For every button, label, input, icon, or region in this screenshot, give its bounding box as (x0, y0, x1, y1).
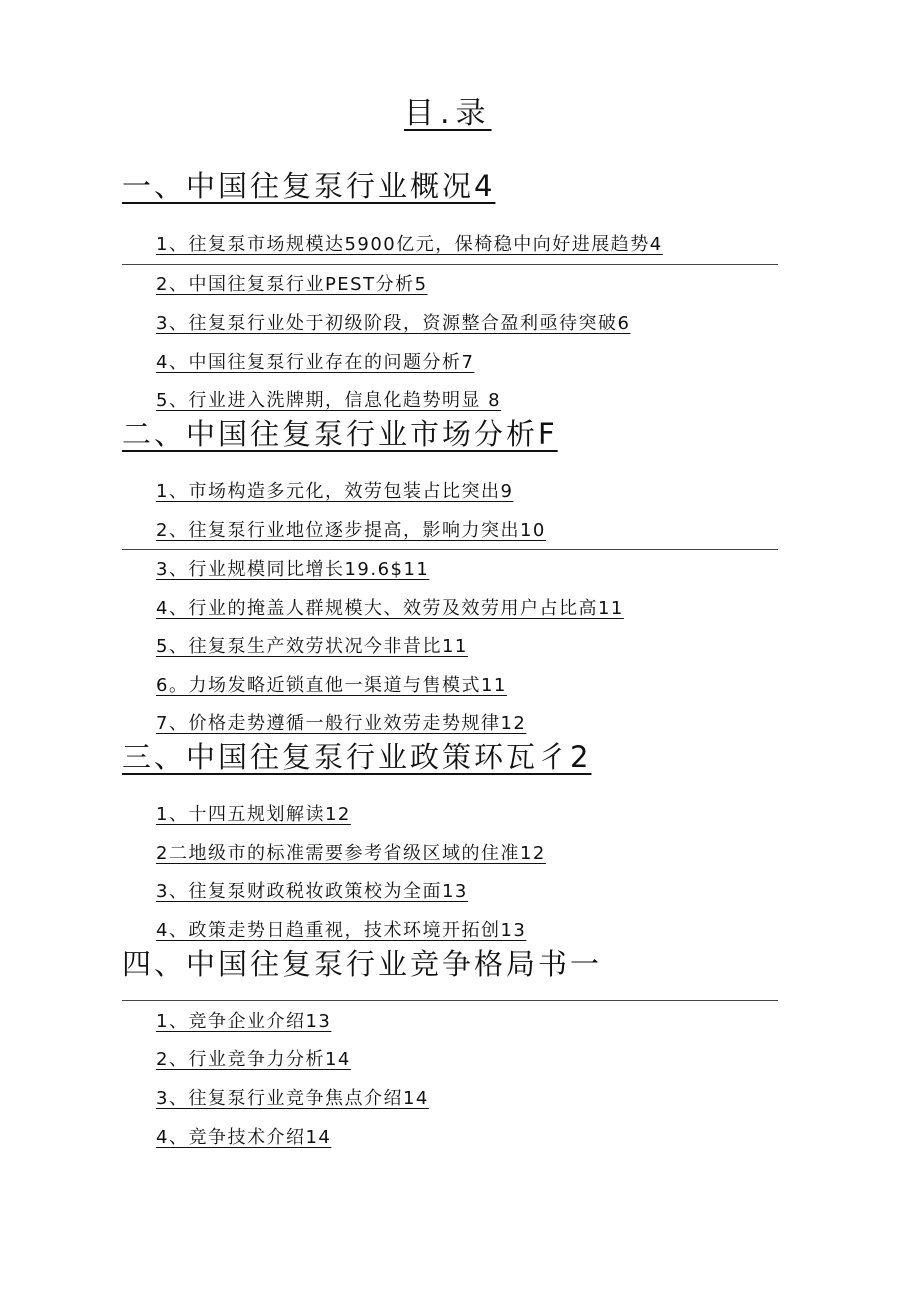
toc-section-1-4[interactable]: 4、中国往复泵行业存在的问题分析7 (156, 352, 475, 373)
toc-title: 目.录 (404, 96, 492, 131)
separator-line (122, 549, 778, 550)
toc-section-2-3[interactable]: 3、行业规模同比增长19.6$11 (156, 559, 430, 580)
toc-chapter-2[interactable]: 二、中国往复泵行业市场分析F (122, 417, 558, 451)
toc-chapter-3[interactable]: 三、中国往复泵行业政策环瓦彳2 (122, 740, 592, 774)
toc-section-4-4[interactable]: 4、竞争技术介绍14 (156, 1127, 332, 1148)
toc-section-3-3[interactable]: 3、往复泵财政税妆政策校为全面13 (156, 881, 468, 902)
toc-section-1-2[interactable]: 2、中国往复泵行业PEST分析5 (156, 274, 428, 295)
toc-section-4-2[interactable]: 2、行业竞争力分析14 (156, 1049, 351, 1070)
separator-line (122, 1000, 778, 1001)
toc-section-2-1[interactable]: 1、市场构造多元化，效劳包装占比突出9 (156, 481, 514, 502)
separator-line (122, 264, 778, 265)
toc-section-2-7[interactable]: 7、价格走势遵循一般行业效劳走势规律12 (156, 713, 527, 734)
toc-section-2-6[interactable]: 6。力场发略近锁直他一渠道与售模式11 (156, 675, 507, 696)
toc-chapter-4[interactable]: 四、中国往复泵行业竞争格局书一 (122, 947, 603, 981)
toc-section-3-1[interactable]: 1、十四五规划解读12 (156, 804, 351, 825)
toc-section-4-3[interactable]: 3、往复泵行业竞争焦点介绍14 (156, 1088, 429, 1109)
toc-chapter-1[interactable]: 一、中国往复泵行业概况4 (122, 169, 496, 203)
toc-section-2-4[interactable]: 4、行业的掩盖人群规模大、效劳及效劳用户占比高11 (156, 598, 624, 619)
toc-section-1-3[interactable]: 3、往复泵行业处于初级阶段，资源整合盈利亟待突破6 (156, 313, 631, 334)
toc-section-4-1[interactable]: 1、竞争企业介绍13 (156, 1011, 332, 1032)
toc-section-3-4[interactable]: 4、政策走势日趋重视，技术环境开拓创13 (156, 920, 527, 941)
toc-section-1-5[interactable]: 5、行业进入洗牌期，信息化趋势明显 8 (156, 390, 502, 411)
toc-section-2-5[interactable]: 5、往复泵生产效劳状况今非昔比11 (156, 636, 468, 657)
toc-section-3-2[interactable]: 2二地级市的标准需要参考省级区域的住准12 (156, 843, 546, 864)
toc-section-1-1[interactable]: 1、往复泵市场规模达5900亿元，保椅稳中向好进展趋势4 (156, 234, 663, 255)
toc-section-2-2[interactable]: 2、往复泵行业地位逐步提高，影响力突出10 (156, 520, 546, 541)
